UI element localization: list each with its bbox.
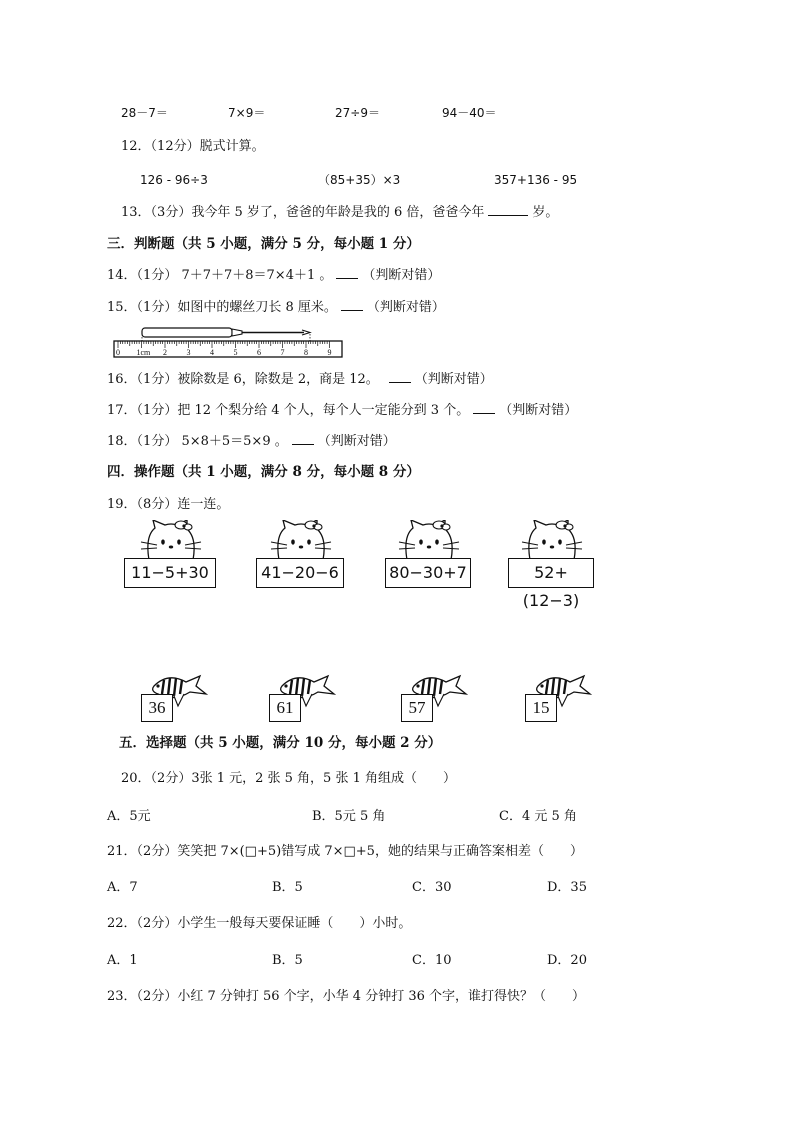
q20-option-b[interactable]: B．5元 5 角 bbox=[312, 809, 386, 824]
q13-suffix: 岁。 bbox=[532, 205, 559, 220]
q12-item-2: （85+35）×3 bbox=[318, 173, 401, 187]
ruler-tick-label: 9 bbox=[327, 348, 332, 357]
fish-card-4[interactable] bbox=[524, 672, 592, 724]
fish-card-number: 36 bbox=[141, 694, 173, 722]
q21-option-c[interactable]: C．30 bbox=[412, 880, 452, 895]
q20-option-a[interactable]: A．5元 bbox=[107, 809, 151, 824]
ruler-tick-label: 2 bbox=[163, 348, 167, 357]
q12-item-3: 357+136 - 95 bbox=[494, 173, 578, 187]
ruler-tick-label: 8 bbox=[304, 348, 308, 357]
q18 bbox=[107, 432, 396, 451]
fish-card-2[interactable] bbox=[268, 672, 336, 724]
cat-card-expression: 11−5+30 bbox=[124, 558, 216, 588]
q14 bbox=[107, 266, 440, 285]
q22-option-d[interactable]: D．20 bbox=[547, 953, 587, 968]
cat-card-2[interactable] bbox=[256, 520, 346, 592]
q16-suffix: （判断对错） bbox=[414, 372, 493, 387]
section-3-title: 三．判断题（共 5 小题，满分 5 分，每小题 1 分） bbox=[107, 236, 420, 252]
fish-card-number: 15 bbox=[525, 694, 557, 722]
q11-item-1: 28－7＝ bbox=[121, 106, 168, 120]
ruler-tick-label: 1cm bbox=[136, 348, 151, 357]
q13 bbox=[121, 203, 558, 222]
ruler-tick-label: 7 bbox=[280, 348, 285, 357]
cat-card-1[interactable] bbox=[124, 520, 218, 592]
q21-option-a[interactable]: A．7 bbox=[107, 880, 138, 895]
kitty-head-icon bbox=[124, 520, 218, 562]
kitty-head-icon bbox=[256, 520, 346, 562]
q11-item-4: 94－40＝ bbox=[442, 106, 497, 120]
q14-suffix: （判断对错） bbox=[362, 268, 441, 283]
q15-text: 15．（1分）如图中的螺丝刀长 8 厘米。 bbox=[107, 300, 337, 315]
q17 bbox=[107, 401, 577, 420]
q15-answer-blank[interactable] bbox=[341, 298, 363, 311]
fish-card-number: 57 bbox=[401, 694, 433, 722]
fish-card-1[interactable] bbox=[140, 672, 208, 724]
q13-text: 13．（3分）我今年 5 岁了，爸爸的年龄是我的 6 倍，爸爸今年 bbox=[121, 205, 485, 220]
q16 bbox=[107, 370, 493, 389]
q20-option-c[interactable]: C．4 元 5 角 bbox=[499, 809, 577, 824]
q22-text: 22．（2分）小学生一般每天要保证睡（ ）小时。 bbox=[107, 916, 412, 931]
q19-title: 19．（8分）连一连。 bbox=[107, 497, 230, 512]
q21-text: 21．（2分）笑笑把 7×(□+5)错写成 7×□+5，她的结果与正确答案相差（ ） bbox=[107, 844, 583, 859]
q11-item-3: 27÷9＝ bbox=[335, 106, 380, 120]
q22-option-b[interactable]: B．5 bbox=[272, 953, 303, 968]
q20-text: 20．（2分）3张 1 元，2 张 5 角，5 张 1 角组成（ ） bbox=[121, 771, 456, 786]
kitty-head-icon bbox=[385, 520, 473, 562]
fish-card-3[interactable] bbox=[400, 672, 468, 724]
q15 bbox=[107, 298, 445, 317]
q18-answer-blank[interactable] bbox=[292, 432, 314, 445]
q13-answer-blank[interactable] bbox=[488, 203, 528, 216]
q16-text: 16．（1分）被除数是 6，除数是 2，商是 12。 bbox=[107, 372, 379, 387]
q14-answer-blank[interactable] bbox=[336, 266, 358, 279]
q12-item-1: 126 - 96÷3 bbox=[140, 173, 208, 187]
cat-card-3[interactable] bbox=[385, 520, 473, 592]
q11-item-2: 7×9＝ bbox=[228, 106, 266, 120]
q23-text: 23．（2分）小红 7 分钟打 56 个字，小华 4 分钟打 36 个字，谁打得快？（ ） bbox=[107, 989, 585, 1004]
screwdriver-ruler-figure bbox=[112, 324, 347, 360]
q22-option-c[interactable]: C．10 bbox=[412, 953, 452, 968]
ruler-tick-label: 6 bbox=[257, 348, 261, 357]
section-5-title: 五．选择题（共 5 小题，满分 10 分，每小题 2 分） bbox=[119, 735, 442, 751]
cat-card-4[interactable] bbox=[508, 520, 596, 610]
ruler-tick-label: 5 bbox=[233, 348, 238, 357]
kitty-head-icon bbox=[508, 520, 596, 562]
q21-option-b[interactable]: B．5 bbox=[272, 880, 303, 895]
q17-text: 17．（1分）把 12 个梨分给 4 个人，每个人一定能分到 3 个。 bbox=[107, 403, 470, 418]
cat-card-expression: 52+(12−3) bbox=[508, 558, 594, 588]
ruler-tick-label: 0 bbox=[116, 348, 120, 357]
q15-suffix: （判断对错） bbox=[366, 300, 445, 315]
q16-answer-blank[interactable] bbox=[389, 370, 411, 383]
q14-text: 14．（1分） 7＋7＋7＋8＝7×4＋1 。 bbox=[107, 268, 333, 283]
q21-option-d[interactable]: D．35 bbox=[547, 880, 587, 895]
ruler-tick-label: 4 bbox=[210, 348, 214, 357]
cat-card-expression: 41−20−6 bbox=[256, 558, 344, 588]
q17-answer-blank[interactable] bbox=[473, 401, 495, 414]
q22-option-a[interactable]: A．1 bbox=[107, 953, 138, 968]
q18-text: 18．（1分） 5×8＋5＝5×9 。 bbox=[107, 434, 288, 449]
fish-card-number: 61 bbox=[269, 694, 301, 722]
q12-title: 12．（12分）脱式计算。 bbox=[121, 139, 265, 154]
q18-suffix: （判断对错） bbox=[317, 434, 396, 449]
cat-card-expression: 80−30+7 bbox=[385, 558, 471, 588]
section-4-title: 四．操作题（共 1 小题，满分 8 分，每小题 8 分） bbox=[107, 464, 420, 480]
ruler-tick-label: 3 bbox=[186, 348, 191, 357]
q17-suffix: （判断对错） bbox=[499, 403, 578, 418]
